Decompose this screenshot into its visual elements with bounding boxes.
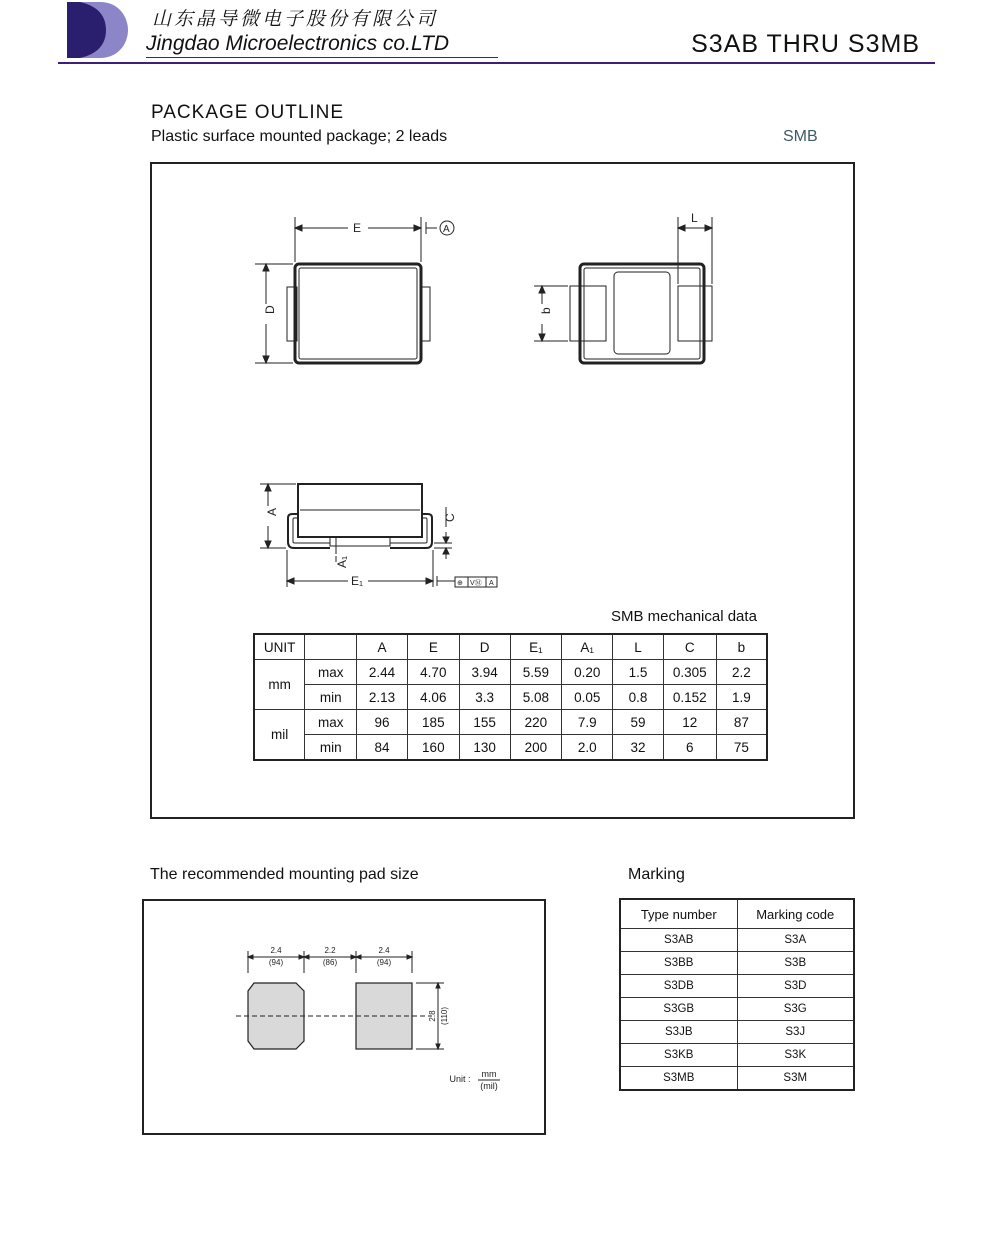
table-row — [620, 952, 854, 975]
marking-code-cell: S3B — [737, 952, 854, 975]
unit-cell: mm — [254, 660, 305, 710]
limit-cell: min — [305, 685, 357, 710]
part-range-title: S3AB THRU S3MB — [691, 30, 920, 58]
limit-cell: max — [305, 660, 357, 685]
dim-b-label: b — [539, 307, 553, 314]
marking-code-cell: S3A — [737, 929, 854, 952]
tol-frame-1: ⊕ — [457, 580, 463, 587]
tol-frame-2: VⓂ — [470, 580, 482, 587]
tol-frame-3: A — [489, 580, 494, 587]
dim-C-label: C — [443, 513, 457, 522]
table-cell: 200 — [510, 735, 562, 761]
table-header: b — [716, 634, 767, 660]
marking-code-cell: S3K — [737, 1044, 854, 1067]
table-cell: 2.44 — [357, 660, 408, 685]
table-cell: 2.0 — [562, 735, 613, 761]
type-number-cell: S3BB — [620, 952, 737, 975]
table-cell: 1.9 — [716, 685, 767, 710]
table-header: E — [407, 634, 459, 660]
table-cell: 185 — [407, 710, 459, 735]
table-cell: 84 — [357, 735, 408, 761]
table-row — [620, 929, 854, 952]
table-cell: 12 — [663, 710, 716, 735]
table-cell: 4.70 — [407, 660, 459, 685]
table-cell: 6 — [663, 735, 716, 761]
table-row — [254, 735, 767, 761]
package-subheading: Plastic surface mounted package; 2 leads — [151, 128, 448, 145]
package-code: SMB — [783, 128, 818, 145]
table-row — [620, 1021, 854, 1044]
table-cell: 87 — [716, 710, 767, 735]
marking-code-cell: S3M — [737, 1067, 854, 1091]
pad-dim3-mil: (94) — [376, 958, 392, 967]
table-cell: 130 — [459, 735, 510, 761]
dim-A-label: A — [265, 507, 279, 516]
dim-A1-label: A₁ — [335, 555, 349, 568]
table-cell: 7.9 — [562, 710, 613, 735]
company-name-cn: 山东晶导微电子股份有限公司 — [152, 8, 439, 30]
table-row — [254, 685, 767, 710]
table-cell: 0.20 — [562, 660, 613, 685]
table-cell: 96 — [357, 710, 408, 735]
table-header: UNIT — [254, 634, 305, 660]
dim-E-label: E — [353, 221, 362, 235]
table-cell: 32 — [613, 735, 664, 761]
unit-label: Unit : — [449, 1074, 471, 1084]
package-drawing — [150, 162, 855, 602]
table-header: L — [613, 634, 664, 660]
header-divider — [58, 62, 935, 64]
pad-dim2-mm: 2.2 — [324, 946, 336, 955]
table-cell: 220 — [510, 710, 562, 735]
table-header: Marking code — [737, 899, 854, 929]
table-cell: 5.59 — [510, 660, 562, 685]
mechanical-data-table — [253, 633, 768, 761]
dim-A-circle-label: A — [443, 224, 450, 235]
table-header: C — [663, 634, 716, 660]
table-row — [620, 1044, 854, 1067]
package-heading: PACKAGE OUTLINE — [151, 102, 345, 123]
dim-L-label: L — [691, 211, 698, 225]
table-row — [254, 634, 767, 660]
pad-dim1-mil: (94) — [268, 958, 284, 967]
table-cell: 160 — [407, 735, 459, 761]
pad-dim3-mm: 2.4 — [378, 946, 390, 955]
table-row — [620, 975, 854, 998]
table-cell: 2.13 — [357, 685, 408, 710]
table-row — [254, 710, 767, 735]
company-name-en: Jingdao Microelectronics co.LTD — [146, 32, 450, 55]
table-row — [254, 660, 767, 685]
pad-height-mil: (110) — [440, 1006, 449, 1026]
limit-cell: max — [305, 710, 357, 735]
limit-cell: min — [305, 735, 357, 761]
type-number-cell: S3JB — [620, 1021, 737, 1044]
table-header: A — [357, 634, 408, 660]
pad-height-mm: 2.8 — [428, 1010, 437, 1022]
unit-cell: mil — [254, 710, 305, 761]
table-cell: 0.8 — [613, 685, 664, 710]
table-header: Type number — [620, 899, 737, 929]
marking-table — [619, 898, 855, 1091]
table-header: A₁ — [562, 634, 613, 660]
table-cell: 59 — [613, 710, 664, 735]
table-row — [620, 998, 854, 1021]
marking-heading: Marking — [628, 866, 685, 883]
table-cell: 5.08 — [510, 685, 562, 710]
table-row — [620, 1067, 854, 1091]
marking-code-cell: S3J — [737, 1021, 854, 1044]
table-cell: 3.94 — [459, 660, 510, 685]
pad-dim1-mm: 2.4 — [270, 946, 282, 955]
table-header: E₁ — [510, 634, 562, 660]
type-number-cell: S3KB — [620, 1044, 737, 1067]
table-cell: 75 — [716, 735, 767, 761]
marking-code-cell: S3D — [737, 975, 854, 998]
table-header: D — [459, 634, 510, 660]
type-number-cell: S3MB — [620, 1067, 737, 1091]
type-number-cell: S3DB — [620, 975, 737, 998]
table-cell: 4.06 — [407, 685, 459, 710]
type-number-cell: S3GB — [620, 998, 737, 1021]
table-cell: 3.3 — [459, 685, 510, 710]
mounting-heading: The recommended mounting pad size — [150, 866, 419, 883]
mechanical-caption: SMB mechanical data — [611, 608, 757, 625]
table-cell: 1.5 — [613, 660, 664, 685]
mounting-drawing — [142, 899, 546, 1135]
table-header — [305, 634, 357, 660]
dim-E1-label: E₁ — [351, 574, 364, 588]
unit-denominator: (mil) — [480, 1081, 498, 1091]
unit-numerator: mm — [481, 1069, 497, 1079]
table-cell: 155 — [459, 710, 510, 735]
type-number-cell: S3AB — [620, 929, 737, 952]
company-underline — [146, 57, 498, 58]
dim-D-label: D — [263, 305, 277, 314]
table-cell: 0.05 — [562, 685, 613, 710]
pad-dim2-mil: (86) — [322, 958, 338, 967]
table-cell: 0.305 — [663, 660, 716, 685]
marking-code-cell: S3G — [737, 998, 854, 1021]
company-logo — [64, 0, 128, 60]
table-row — [620, 899, 854, 929]
table-cell: 2.2 — [716, 660, 767, 685]
table-cell: 0.152 — [663, 685, 716, 710]
